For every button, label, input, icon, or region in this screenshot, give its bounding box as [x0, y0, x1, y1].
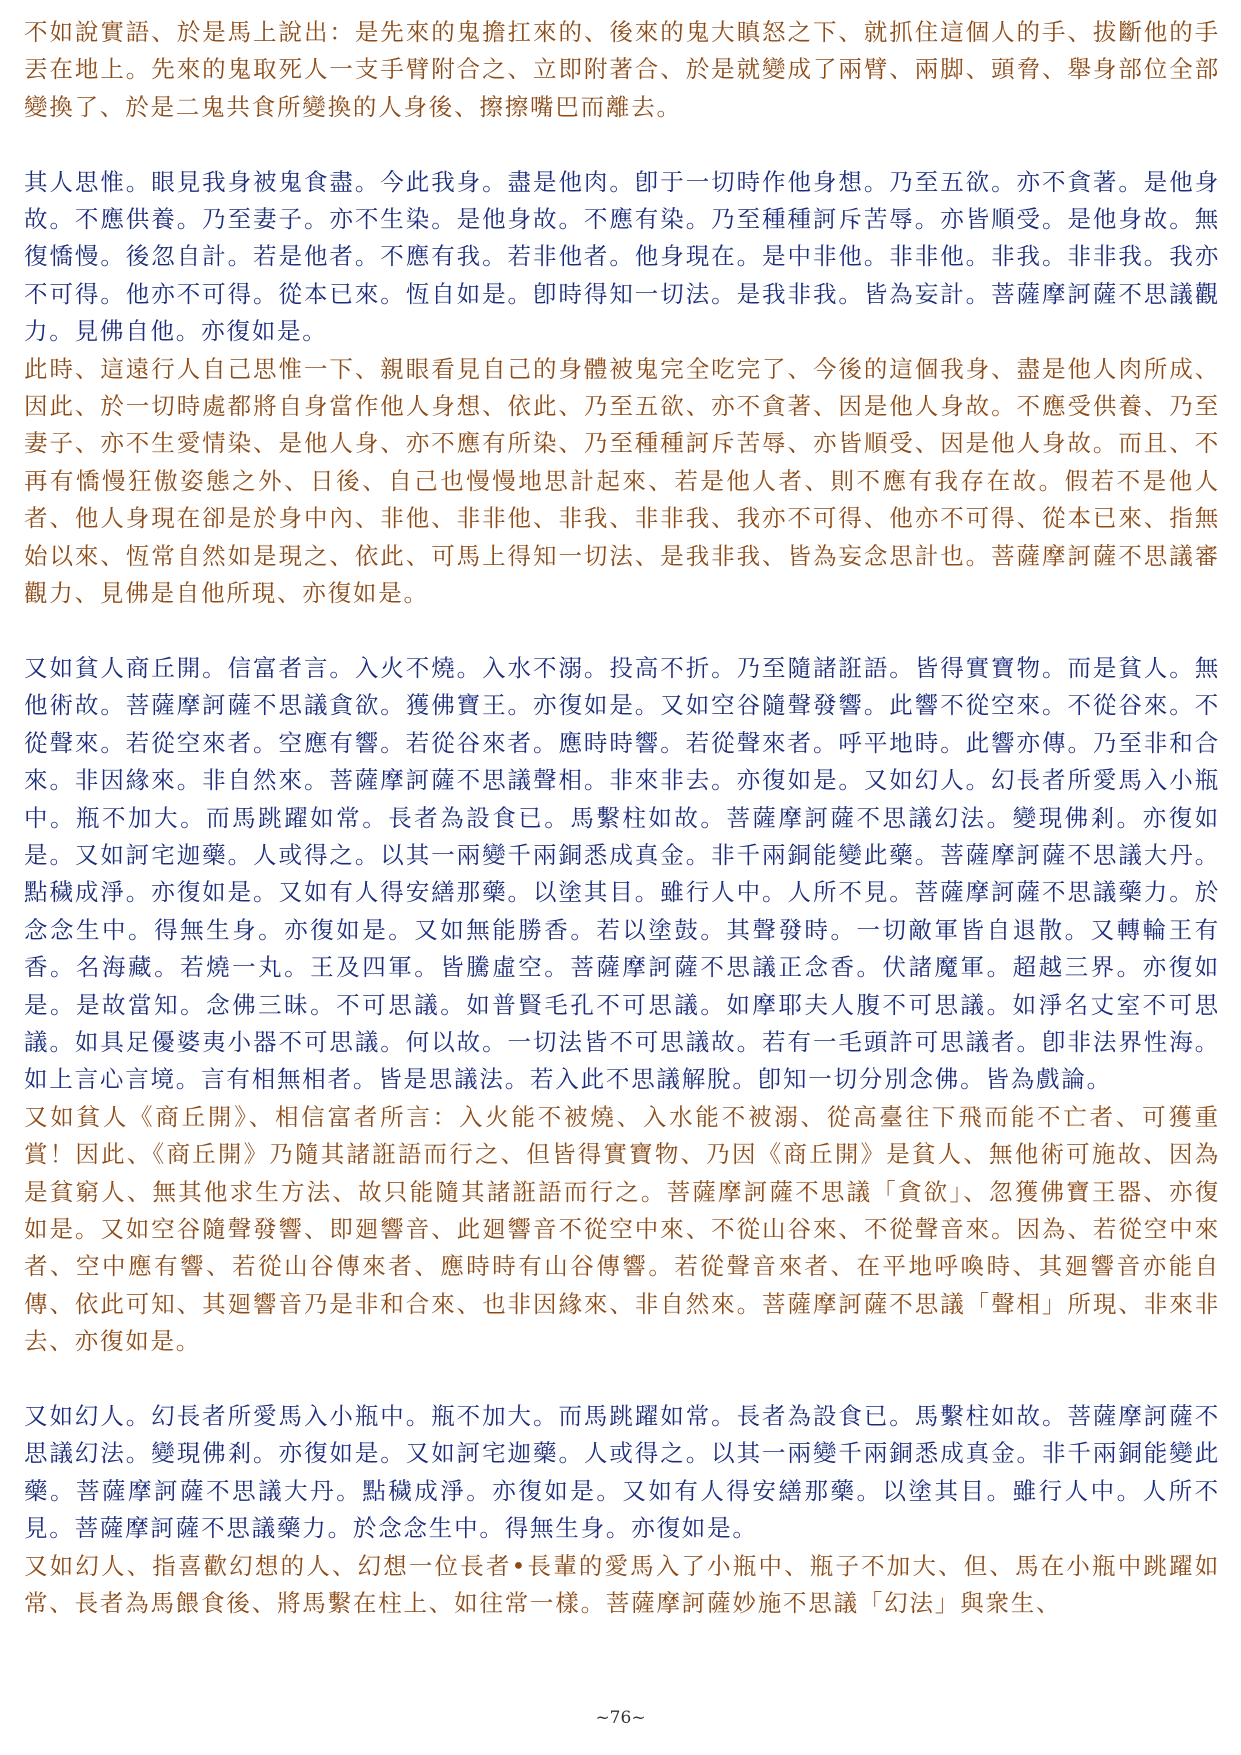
paragraph-3-commentary: 此時、這遠行人自己思惟一下、親眼看見自己的身體被鬼完全吃完了、今後的這個我身、盡是他人肉所成、因此、於一切時處都將自身當作他人身想、依此、乃至五欲、亦不貪著、因是他人身故。不應受供養、乃至妻子、亦不生愛情染、是他人身、亦不應有所染、乃至種種訶斥苦辱、亦皆順受、因是他人身故。而且、不再有憍慢狂傲姿態之外、日後、自己也慢慢地思計起來、若是他人者、則不應有我存在故。假若不是他人者、他人身現在卻是於身中內、非他、非非他、非我、非非我、我亦不可得、他亦不可得、從本已來、指無始以來、恆常自然如是現之、依此、可馬上得知一切法、是我非我、皆為妄念思計也。菩薩摩訶薩不思議審觀力、見佛是自他所現、亦復如是。: [24, 354, 1220, 608]
paragraph-spacer: [24, 1361, 1220, 1398]
paragraph-spacer: [24, 612, 1220, 649]
paragraph-6-scripture: 又如幻人。幻長者所愛馬入小瓶中。瓶不加大。而馬跳躍如常。長者為設食已。馬繫柱如故。菩薩摩訶薩不思議幻法。變現佛剎。亦復如是。又如訶宅迦藥。人或得之。以其一兩變千兩銅悉成真金。非千兩銅能變此藥。菩薩摩訶薩不思議大丹。點穢成淨。亦復如是。又如有人得安繕那藥。以塗其目。雖行人中。人所不見。菩薩摩訶薩不思議藥力。於念念生中。得無生身。亦復如是。: [24, 1401, 1220, 1543]
paragraph-1-commentary: 不如說實語、於是馬上說出：是先來的鬼擔扛來的、後來的鬼大瞋怒之下、就抓住這個人的手、拔斷他的手丟在地上。先來的鬼取死人一支手臂附合之、立即附著合、於是就變成了兩臂、兩脚、頭脅、舉身部位全部變換了、於是二鬼共食所變換的人身後、擦擦嘴巴而離去。: [24, 18, 1220, 121]
page-number: ~76~: [595, 1708, 646, 1728]
paragraph-2-scripture: 其人思惟。眼見我身被鬼食盡。今此我身。盡是他肉。卽于一切時作他身想。乃至五欲。亦不貪著。是他身故。不應供養。乃至妻子。亦不生染。是他身故。不應有染。乃至種種訶斥苦辱。亦皆順受。是他身故。無復憍慢。後忽自計。若是他者。不應有我。若非他者。他身現在。是中非他。非非他。非我。非非我。我亦不可得。他亦不可得。從本已來。恆自如是。卽時得知一切法。是我非我。皆為妄計。菩薩摩訶薩不思議觀力。見佛自他。亦復如是。: [24, 167, 1220, 346]
paragraph-4-scripture: 又如貧人商丘開。信富者言。入火不燒。入水不溺。投高不折。乃至隨諸誑語。皆得實寶物。而是貧人。無他術故。菩薩摩訶薩不思議貪欲。獲佛寶王。亦復如是。又如空谷隨聲發響。此響不從空來。不從谷來。不從聲來。若從空來者。空應有響。若從谷來者。應時時響。若從聲來者。呼平地時。此響亦傳。乃至非和合來。非因緣來。非自然來。菩薩摩訶薩不思議聲相。非來非去。亦復如是。又如幻人。幻長者所愛馬入小瓶中。瓶不加大。而馬跳躍如常。長者為設食已。馬繫柱如故。菩薩摩訶薩不思議幻法。變現佛剎。亦復如是。又如訶宅迦藥。人或得之。以其一兩變千兩銅悉成真金。非千兩銅能變此藥。菩薩摩訶薩不思議大丹。點穢成淨。亦復如是。又如有人得安繕那藥。以塗其目。雖行人中。人所不見。菩薩摩訶薩不思議藥力。於念念生中。得無生身。亦復如是。又如無能勝香。若以塗鼓。其聲發時。一切敵軍皆自退散。又轉輪王有香。名海藏。若燒一丸。王及四軍。皆騰虛空。菩薩摩訶薩不思議正念香。伏諸魔軍。超越三界。亦復如是。是故當知。念佛三昧。不可思議。如普賢毛孔不可思議。如摩耶夫人腹不可思議。如淨名丈室不可思議。如具足優婆夷小器不可思議。何以故。一切法皆不可思議故。若有一毛頭許可思議者。卽非法界性海。如上言心言境。言有相無相者。皆是思議法。若入此不思議解脫。卽知一切分別念佛。皆為戲論。: [24, 653, 1220, 1094]
paragraph-7-commentary: 又如幻人、指喜歡幻想的人、幻想一位長者•長輩的愛馬入了小瓶中、瓶子不加大、但、馬在小瓶中跳躍如常、長者為馬餵食後、將馬繫在柱上、如往常一樣。菩薩摩訶薩妙施不思議「幻法」與衆生、: [24, 1551, 1220, 1618]
document-body: [24, 14, 1220, 1622]
paragraph-spacer: [24, 126, 1220, 163]
paragraph-5-commentary: 又如貧人《商丘開》、相信富者所言：入火能不被燒、入水能不被溺、從高臺往下飛而能不亡者、可獲重賞！因此、《商丘開》乃隨其諸誑語而行之、但皆得實寶物、乃因《商丘開》是貧人、無他術可施故、因為是貧窮人、無其他求生方法、故只能隨其諸誑語而行之。菩薩摩訶薩不思議「貪欲」、忽獲佛寶王器、亦復如是。又如空谷隨聲發響、即廻響音、此廻響音不從空中來、不從山谷來、不從聲音來。因為、若從空中來者、空中應有響、若從山谷傳來者、應時時有山谷傳響。若從聲音來者、在平地呼喚時、其廻響音亦能自傳、依此可知、其廻響音乃是非和合來、也非因緣來、非自然來。菩薩摩訶薩不思議「聲相」所現、非來非去、亦復如是。: [24, 1102, 1220, 1356]
